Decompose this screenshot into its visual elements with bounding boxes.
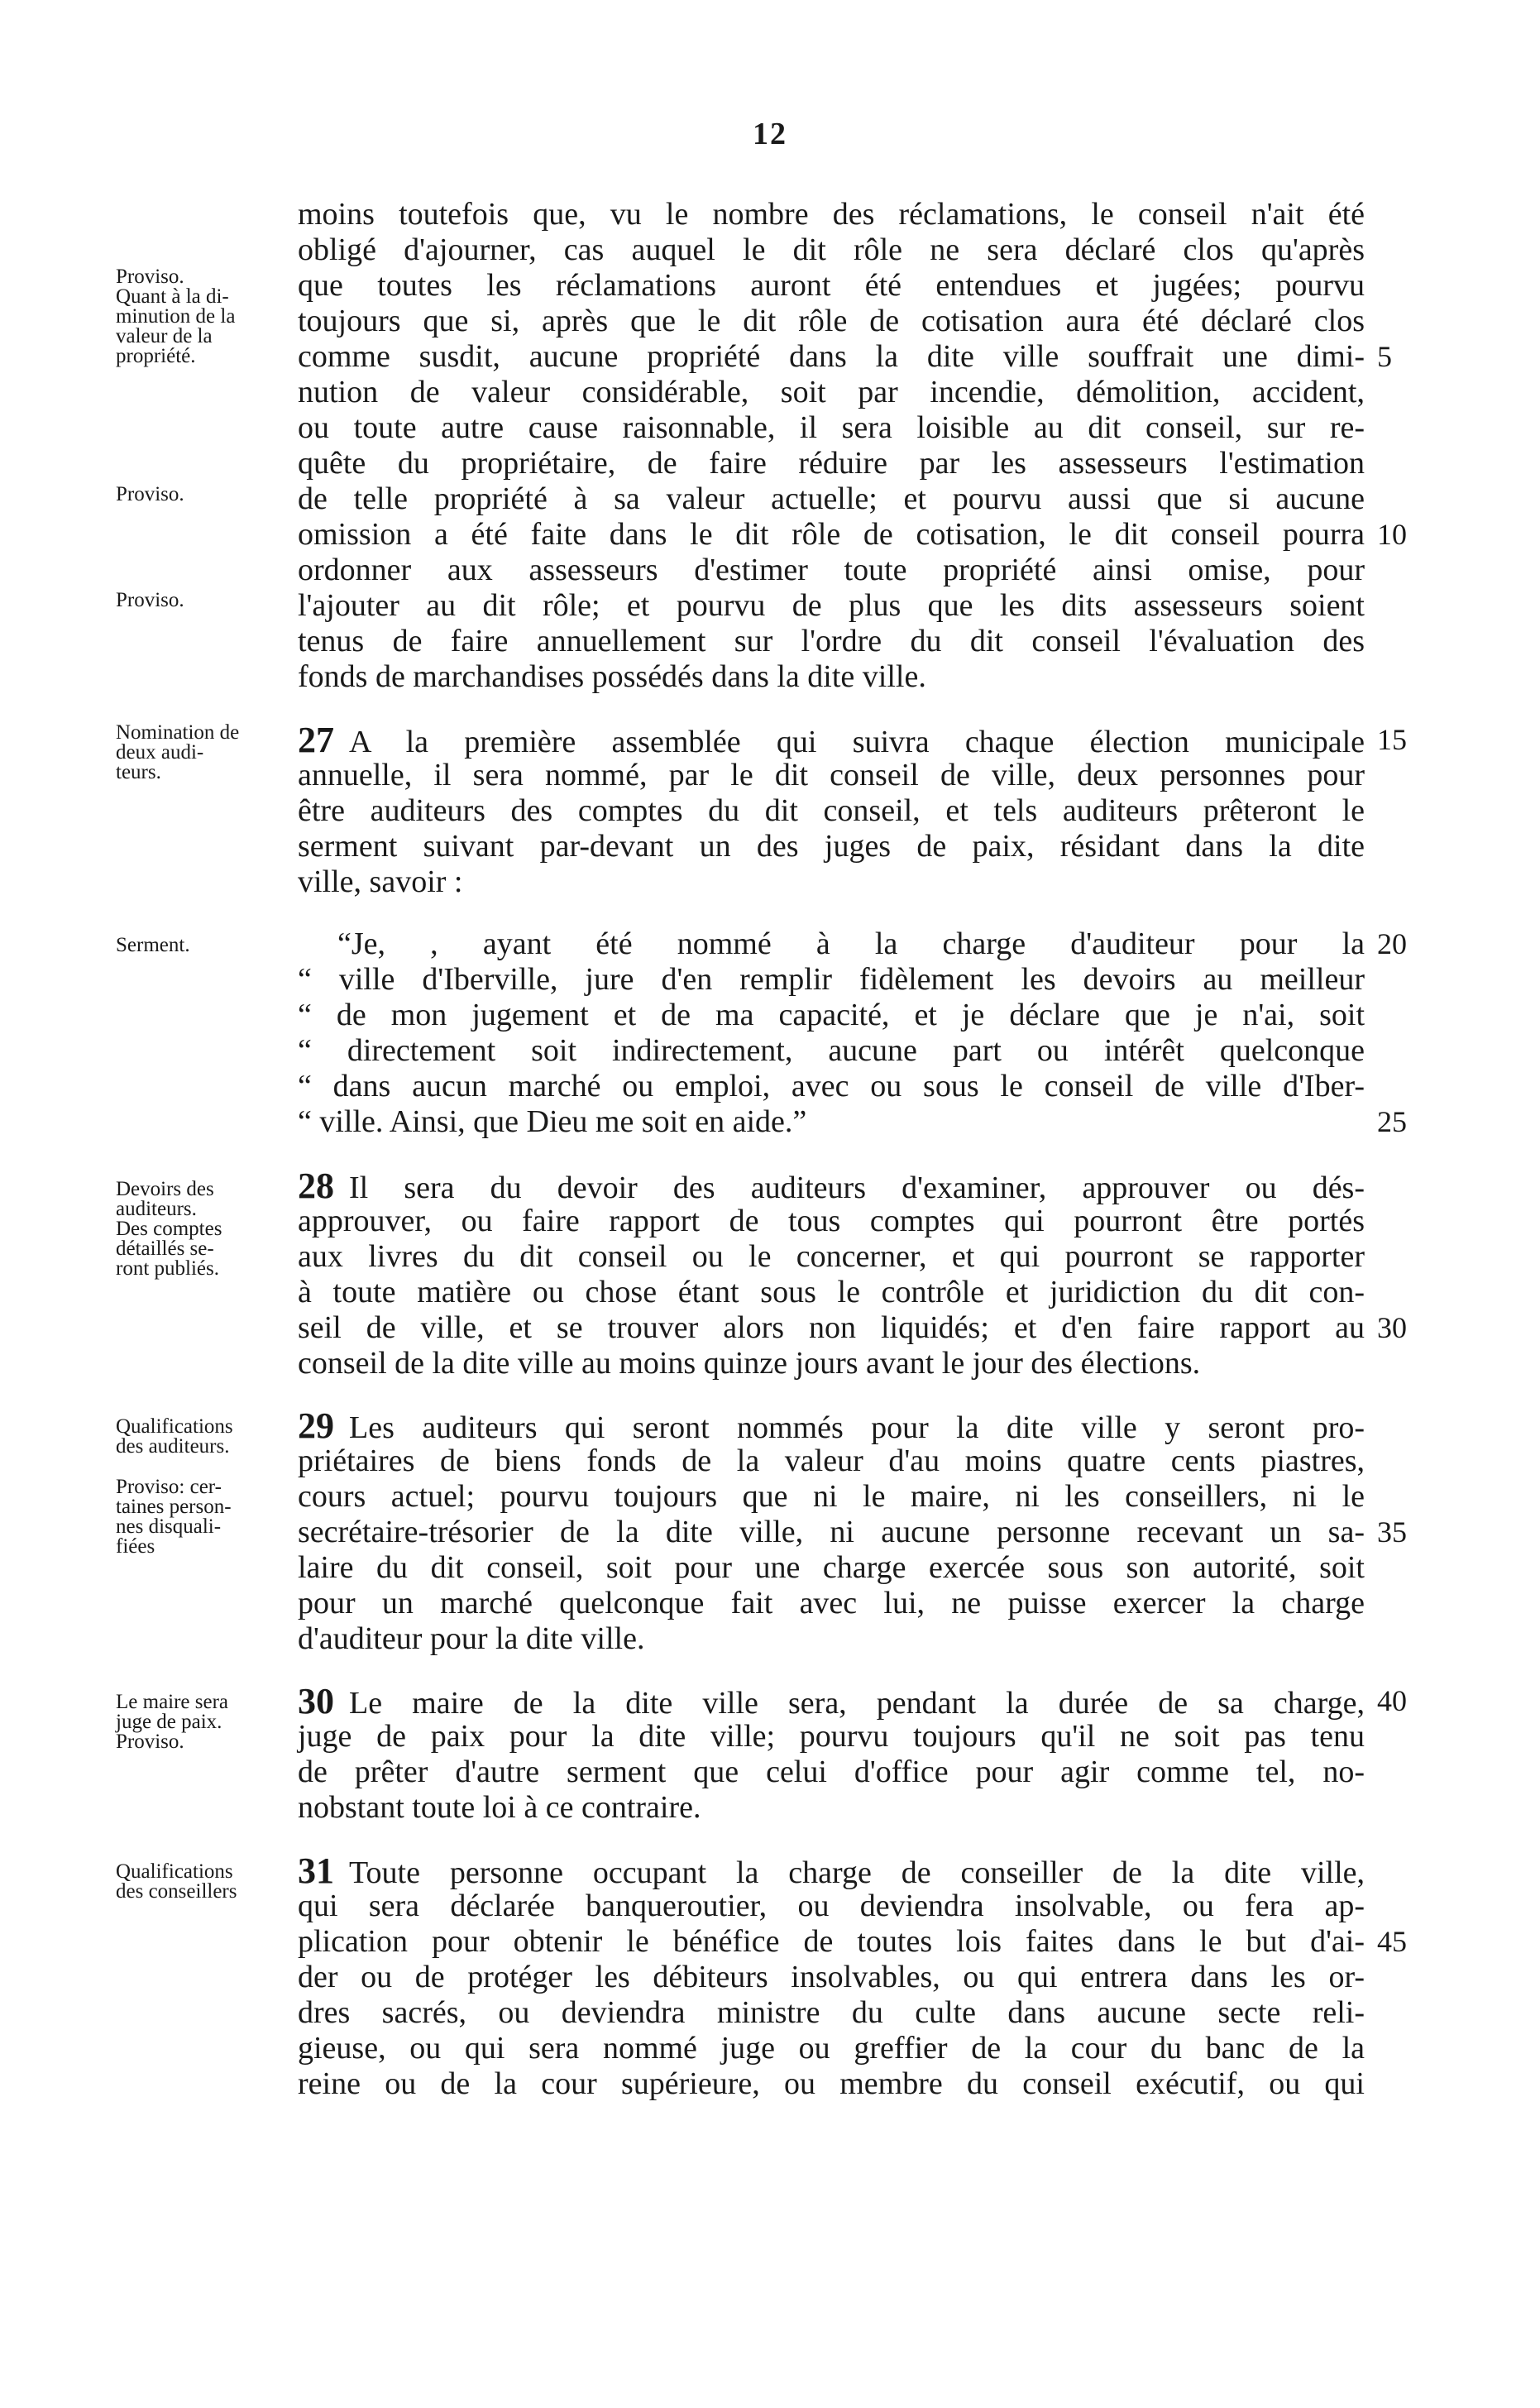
body-line: [298, 864, 1365, 900]
body-line-text: quête du propriétaire, de faire réduire par les assesseurs l'estimation: [298, 446, 1365, 481]
body-line-text: reine ou de la cour supérieure, ou membre du conseil exécutif, ou qui: [298, 2066, 1365, 2101]
line-number: 20: [1377, 927, 1407, 960]
margin-note: nes disquali-: [116, 1515, 222, 1538]
body-line: [298, 624, 1365, 659]
body-line-text: tenus de faire annuellement sur l'ordre du dit conseil l'évaluation des: [298, 624, 1365, 658]
body-line-text: pour un marché quelconque fait avec lui, ne puisse exercer la charge: [298, 1586, 1365, 1620]
margin-note: fiées: [116, 1535, 155, 1558]
margin-note: Serment.: [116, 934, 190, 956]
margin-note: Proviso.: [116, 1731, 184, 1753]
body-line: [298, 1204, 1365, 1239]
body-line: [298, 1550, 1365, 1586]
margin-note: Devoirs des: [116, 1178, 214, 1200]
body-line: [298, 1443, 1365, 1479]
body-line-text: “ directement soit indirectement, aucune part ou intérêt quelconque: [298, 1033, 1365, 1068]
body-line: [298, 1515, 1365, 1550]
body-line: [298, 1995, 1365, 2031]
body-line-text: priétaires de biens fonds de la valeur d'au moins quatre cents piastres,: [298, 1443, 1365, 1478]
margin-note: Qualifications: [116, 1415, 233, 1438]
body-line-text: aux livres du dit conseil ou le concerner, et qui pourront se rapporter: [298, 1239, 1365, 1274]
body-line: [298, 304, 1365, 339]
body-line-text: der ou de protéger les débiteurs insolvables, ou qui entrera dans les or-: [298, 1960, 1365, 1994]
margin-note: détaillés se-: [116, 1238, 214, 1260]
margin-note: Proviso.: [116, 483, 184, 505]
body-line: [298, 517, 1365, 553]
body-line: [298, 588, 1365, 624]
section-number: 27: [298, 720, 334, 760]
body-line-text: “ ville. Ainsi, que Dieu me soit en aide.”: [298, 1104, 807, 1139]
body-line: [298, 446, 1365, 481]
body-line-text: dres sacrés, ou deviendra ministre du culte dans aucune secte reli-: [298, 1995, 1365, 2030]
body-line-text: approuver, ou faire rapport de tous comptes qui pourront être portés: [298, 1204, 1365, 1238]
body-line-text: Les auditeurs qui seront nommés pour la dite ville y seront pro-: [349, 1410, 1365, 1445]
body-line: [298, 1479, 1365, 1515]
section-first-line: [298, 1683, 1365, 1721]
section-first-line: [298, 1168, 1365, 1206]
body-line-text: “ dans aucun marché ou emploi, avec ou sous le conseil de ville d'Iber-: [298, 1069, 1365, 1103]
body-line-text: cours actuel; pourvu toujours que ni le maire, ni les conseillers, ni le: [298, 1479, 1365, 1514]
section-first-line: [298, 1850, 1365, 1891]
body-line: [298, 375, 1365, 410]
body-line-text: ou toute autre cause raisonnable, il sera loisible au dit conseil, sur re-: [298, 410, 1365, 445]
margin-note: juge de paix.: [116, 1711, 222, 1733]
body-line-text: fonds de marchandises possédés dans la dite ville.: [298, 659, 926, 694]
line-number: 5: [1377, 340, 1392, 373]
line-number: 35: [1377, 1515, 1407, 1549]
margin-note: propriété.: [116, 345, 196, 367]
body-line-text: obligé d'ajourner, cas auquel le dit rôle ne sera déclaré clos qu'après: [298, 232, 1365, 267]
line-number: 45: [1377, 1925, 1407, 1958]
body-line-text: “ de mon jugement et de ma capacité, et je déclare que je n'ai, soit: [298, 998, 1365, 1032]
body-line-text: “Je, , ayant été nommé à la charge d'auditeur pour la: [337, 926, 1365, 961]
body-line-text: qui sera déclarée banqueroutier, ou deviendra insolvable, ou fera ap-: [298, 1889, 1365, 1923]
body-line-text: seil de ville, et se trouver alors non liquidés; et d'en faire rapport au: [298, 1310, 1365, 1345]
body-line: [298, 1790, 1365, 1826]
margin-note: Proviso.: [116, 266, 184, 288]
body-line-text: d'auditeur pour la dite ville.: [298, 1621, 645, 1656]
body-line-text: l'ajouter au dit rôle; et pourvu de plus que les dits assesseurs soient: [298, 588, 1365, 623]
body-line: [298, 1889, 1365, 1924]
margin-note: Des comptes: [116, 1218, 222, 1240]
margin-note: auditeurs.: [116, 1198, 197, 1220]
margin-note: Qualifications: [116, 1860, 233, 1883]
line-number: 30: [1377, 1311, 1407, 1344]
margin-note: Le maire sera: [116, 1691, 229, 1713]
body-line: [298, 962, 1365, 998]
body-line-text: ordonner aux assesseurs d'estimer toute propriété ainsi omise, pour: [298, 553, 1365, 587]
body-line-text: “ ville d'Iberville, jure d'en remplir fidèlement les devoirs au meilleur: [298, 962, 1365, 997]
body-line-text: juge de paix pour la dite ville; pourvu toujours qu'il ne soit pas tenu: [298, 1719, 1365, 1754]
body-line-text: de prêter d'autre serment que celui d'office pour agir comme tel, no-: [298, 1755, 1365, 1789]
body-line: [298, 339, 1365, 375]
body-line-text: toujours que si, après que le dit rôle de cotisation aura été déclaré clos: [298, 304, 1365, 338]
body-line: [298, 1621, 1365, 1657]
body-line: [298, 793, 1365, 829]
margin-note: teurs.: [116, 761, 161, 783]
section-first-line: [298, 1405, 1365, 1446]
body-line: [298, 232, 1365, 268]
section-first-line: [298, 722, 1365, 760]
body-line-text: Toute personne occupant la charge de conseiller de la dite ville,: [349, 1855, 1365, 1890]
body-line: [298, 998, 1365, 1033]
body-line: [298, 410, 1365, 446]
margin-note: Proviso: cer-: [116, 1476, 222, 1498]
body-line-text: de telle propriété à sa valeur actuelle; et pourvu aussi que si aucune: [298, 481, 1365, 516]
body-line: [298, 1033, 1365, 1069]
body-line: [298, 1069, 1365, 1104]
body-line: [298, 197, 1365, 232]
body-line-text: laire du dit conseil, soit pour une charge exercée sous son autorité, soit: [298, 1550, 1365, 1585]
body-line-text: comme susdit, aucune propriété dans la dite ville souffrait une dimi-: [298, 339, 1365, 374]
body-line-text: moins toutefois que, vu le nombre des réclamations, le conseil n'ait été: [298, 197, 1365, 232]
margin-note: Quant à la di-: [116, 285, 229, 308]
body-line-text: ville, savoir :: [298, 864, 463, 899]
margin-note: minution de la: [116, 305, 236, 328]
body-line-text: nution de valeur considérable, soit par incendie, démolition, accident,: [298, 375, 1365, 409]
body-line-text: que toutes les réclamations auront été entendues et jugées; pourvu: [298, 268, 1365, 303]
line-number: 10: [1377, 518, 1407, 551]
body-line: [298, 829, 1365, 864]
margin-note: des auditeurs.: [116, 1435, 230, 1458]
body-line: [298, 1586, 1365, 1621]
body-line-text: conseil de la dite ville au moins quinze jours avant le jour des élections.: [298, 1346, 1201, 1381]
body-line: [298, 553, 1365, 588]
line-number: 40: [1377, 1684, 1407, 1717]
section-number: 29: [298, 1405, 334, 1446]
body-line: [298, 758, 1365, 793]
margin-note: ront publiés.: [116, 1257, 219, 1280]
body-line-text: A la première assemblée qui suivra chaque élection municipale: [349, 725, 1365, 759]
body-line: [298, 481, 1365, 517]
body-line: [298, 1755, 1365, 1790]
body-line: [298, 268, 1365, 304]
body-line: [298, 1310, 1365, 1346]
body-line: [298, 1239, 1365, 1275]
body-line-text: Il sera du devoir des auditeurs d'examiner, approuver ou dés-: [349, 1170, 1365, 1205]
body-line: [298, 1104, 1365, 1140]
body-line: [298, 659, 1365, 695]
body-line-text: Le maire de la dite ville sera, pendant la durée de sa charge,: [349, 1686, 1365, 1721]
body-line: [298, 2031, 1365, 2066]
line-number: 25: [1377, 1105, 1407, 1138]
section-number: 31: [298, 1850, 334, 1891]
margin-note: valeur de la: [116, 325, 213, 347]
body-line: [298, 1275, 1365, 1310]
body-line-text: omission a été faite dans le dit rôle de cotisation, le dit conseil pourra: [298, 517, 1365, 552]
body-line: [298, 2066, 1365, 2102]
body-line: [298, 1719, 1365, 1755]
line-number: 15: [1377, 723, 1407, 756]
body-line-text: annuelle, il sera nommé, par le dit conseil de ville, deux personnes pour: [298, 758, 1365, 792]
margin-note: deux audi-: [116, 741, 204, 764]
body-line: [298, 1924, 1365, 1960]
body-line: [298, 1346, 1365, 1381]
body-line-text: serment suivant par-devant un des juges de paix, résidant dans la dite: [298, 829, 1365, 864]
body-line-text: gieuse, ou qui sera nommé juge ou greffier de la cour du banc de la: [298, 2031, 1365, 2066]
body-line-text: secrétaire-trésorier de la dite ville, ni aucune personne recevant un sa-: [298, 1515, 1365, 1549]
body-line-text: nobstant toute loi à ce contraire.: [298, 1790, 701, 1825]
section-number: 30: [298, 1681, 334, 1721]
margin-note: taines person-: [116, 1496, 232, 1518]
body-line-text: plication pour obtenir le bénéfice de toutes lois faites dans le but d'ai-: [298, 1924, 1365, 1959]
body-line-text: à toute matière ou chose étant sous le contrôle et juridiction du dit con-: [298, 1275, 1365, 1309]
body-line: [298, 926, 1365, 962]
margin-note: Nomination de: [116, 721, 240, 744]
margin-note: Proviso.: [116, 589, 184, 611]
section-number: 28: [298, 1166, 334, 1206]
body-line: [298, 1960, 1365, 1995]
margin-note: des conseillers: [116, 1880, 237, 1903]
page-number: 12: [753, 117, 787, 151]
body-line-text: être auditeurs des comptes du dit conseil, et tels auditeurs prêteront le: [298, 793, 1365, 828]
